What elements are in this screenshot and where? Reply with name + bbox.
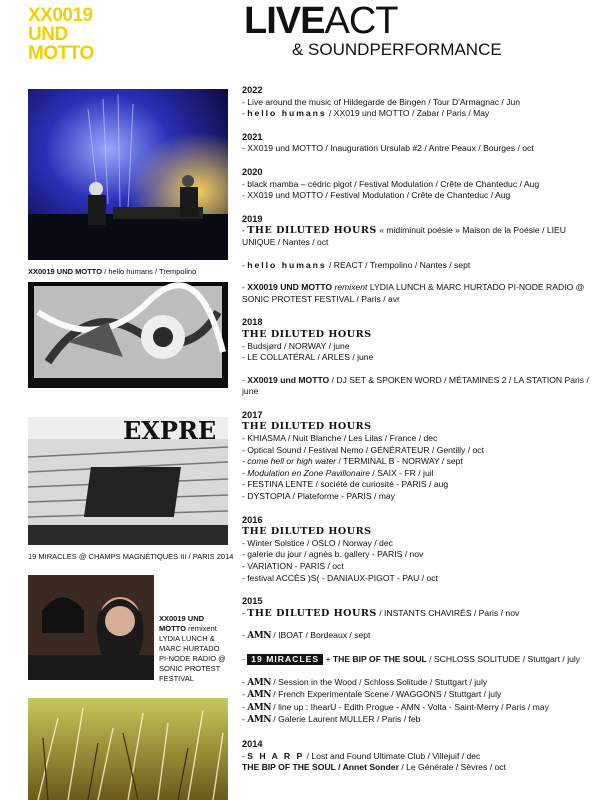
caption-photo-3: 19 MIRACLES @ CHAMPS MAGNÉTIQUES III / PARIS 2014 [28,552,234,561]
caption-4-artist: XX0019 UND MOTTO [159,614,205,633]
entry-2015-2: - AMN / IBOAT / Bordeaux / sept [242,630,371,642]
entry-2017-3: - come hell or high water / TERMINAL B - NORWAY / sept [242,456,463,467]
entry-2022-2: - hello humans / XX019 und MOTTO / Zabar / Paris / May [242,108,490,119]
caption-1-artist: XX0019 UND MOTTO [28,267,103,276]
project-bip-of-the-soul: THE BIP OF THE SOUL [332,653,427,664]
entry-2019-3: - XX0019 UND MOTTO remixent LYDIA LUNCH & MARC HURTADO PI-NODE RADIO @ SONIC PROTEST FESTIVAL / Paris / avr [242,282,585,304]
entry-2015-3: - 19 MIRACLES + THE BIP OF THE SOUL / SCHLOSS SOLITUDE / Stuttgart / july [242,653,581,664]
entry-2017-4: - Modulation en Zone Pavillonaire / SAIX - FR / juil [242,467,434,478]
caption-4-text: remixent LYDIA LUNCH & MARC HURTADO PI-NODE RADIO @ SONIC PROTEST FESTIVAL [159,624,226,683]
page-title [244,2,397,40]
project-hello-humans: hello humans [247,108,327,119]
page-subtitle: & SOUNDPERFORMANCE [292,40,502,59]
entry-2017-6: - DYSTOPIA / Plateforme - PARIS / may [242,491,395,502]
project-amn: AMN [247,702,271,713]
entry-2018-2: - LE COLLATÉRAL / ARLES / june [242,352,374,363]
photo-hello-humans [28,89,228,260]
entry-2016-2: - galerie du jour / agnès b. gallery - PARIS / nov [242,549,424,560]
project-amn: AMN [247,690,271,701]
entry-2017-5: - FESTINA LENTE / société de curiosité - PARIS / aug [242,479,449,490]
section-diluted-hours-2018: THE DILUTED HOURS [242,328,372,340]
entry-2021-1: - XX019 und MOTTO / Inauguration Ursulab #2 / Antre Peaux / Bourges / oct [242,143,534,154]
project-amn: AMN [247,631,271,642]
project-amn: AMN [247,715,271,726]
title-act: ACT [324,0,398,42]
entry-2016-3: - VARIATION - PARIS / oct [242,561,344,571]
title-live: LIVE [244,0,325,42]
project-19-miracles: 19 MIRACLES [247,654,323,665]
photo-golden-grass [28,698,228,800]
photo-projection [28,282,228,388]
brand-line-2: UND [28,24,68,45]
year-2018: 2018 [242,317,263,328]
photo-portrait [28,575,154,680]
year-2014: 2014 [242,738,263,749]
project-hello-humans: hello humans [247,259,327,270]
entry-2017-1: - KHIASMA / Nuit Blanche / Les Lilas / France / dec [242,433,438,444]
project-diluted-hours: THE DILUTED HOURS [247,607,377,619]
brand-line-3: MOTTO [28,43,94,64]
page-header [244,0,502,59]
year-2015: 2015 [242,596,263,607]
year-2020: 2020 [242,166,263,177]
section-diluted-hours-2017: THE DILUTED HOURS [242,421,372,433]
entry-2015-7: - AMN / Galerie Laurent MULLER / Paris / feb [242,714,421,726]
entry-2017-2: - Optical Sound / Festival Nemo / GÉNÉRATEUR / Gentilly / oct [242,444,484,455]
photo-newspaper [28,417,228,545]
year-2016: 2016 [242,514,263,525]
project-sharp: S H A R P [247,750,305,761]
project-xx0019: XX0019 UND MOTTO [247,282,333,293]
entry-2016-4: - festival ACCÈS )S( - DANIAUX-PIGOT - PAU / oct [242,572,438,583]
entry-2020-1: - black mamba – cédric pigot / Festival Modulation / Crête de Chanteduc / Aug [242,178,540,189]
entry-2015-5: - AMN / French Experimentale Scene / WAGGONS / Stuttgart / july [242,689,502,701]
entry-2022-1: - Live around the music of Hildegarde de Bingen / Tour D'Armagnac / Jun [242,96,521,107]
entry-2015-6: - AMN / line up : IhearU - Edith Progue - AMN - Volta - Saint-Merry / Paris / may [242,701,549,713]
svg-text:EXPRE: EXPRE [123,417,217,445]
entry-2014-2: THE BIP OF THE SOUL / Annet Sonder / Le Générale / Sèvres / oct [242,762,506,773]
entry-2019-2: - hello humans / REACT / Trempolino / Nantes / sept [242,259,471,270]
entry-2018-1: - Budsjørd / NORWAY / june [242,340,350,351]
project-bip-of-the-soul: THE BIP OF THE SOUL [242,762,336,773]
brand-logo [28,6,94,63]
entry-2016-1: - Winter Solstice / OSLO / Norway / dec [242,537,393,548]
performance-list [242,85,594,774]
section-diluted-hours-2016: THE DILUTED HOURS [242,526,372,538]
entry-2015-1: - THE DILUTED HOURS / INSTANTS CHAVIRÉS / Paris / nov [242,607,520,619]
caption-photo-4 [159,614,231,684]
entry-2018-3: - XX0019 und MOTTO / DJ SET & SPOKEN WORD / MÉTAMINES 2 / LA STATION Paris / june [242,374,589,397]
entry-2014-1: - S H A R P / Lost and Found Ultimate Club / Villejuif / dec [242,750,481,761]
year-2021: 2021 [242,131,263,142]
project-amn: AMN [247,677,271,688]
caption-1-text: / hello humans / Trempolino [102,267,197,276]
year-2017: 2017 [242,409,263,420]
brand-line-1: XX0019 [28,5,93,26]
year-2019: 2019 [242,213,263,224]
entry-2015-4: - AMN / Session in the Wood / Schloss Solitude / Stuttgart / july [242,676,488,688]
entry-2019-1: - THE DILUTED HOURS « midiminuit poésie » Maison de la Poésie / LIEU UNIQUE / Nantes / oct [242,225,566,247]
project-diluted-hours: THE DILUTED HOURS [247,225,377,237]
year-2022: 2022 [242,85,263,95]
project-xx0019: XX0019 und MOTTO [247,374,330,385]
entry-2020-2: - XX019 und MOTTO / Festival Modulation / Crête de Chanteduc / Aug [242,190,511,201]
caption-photo-1 [28,267,196,276]
